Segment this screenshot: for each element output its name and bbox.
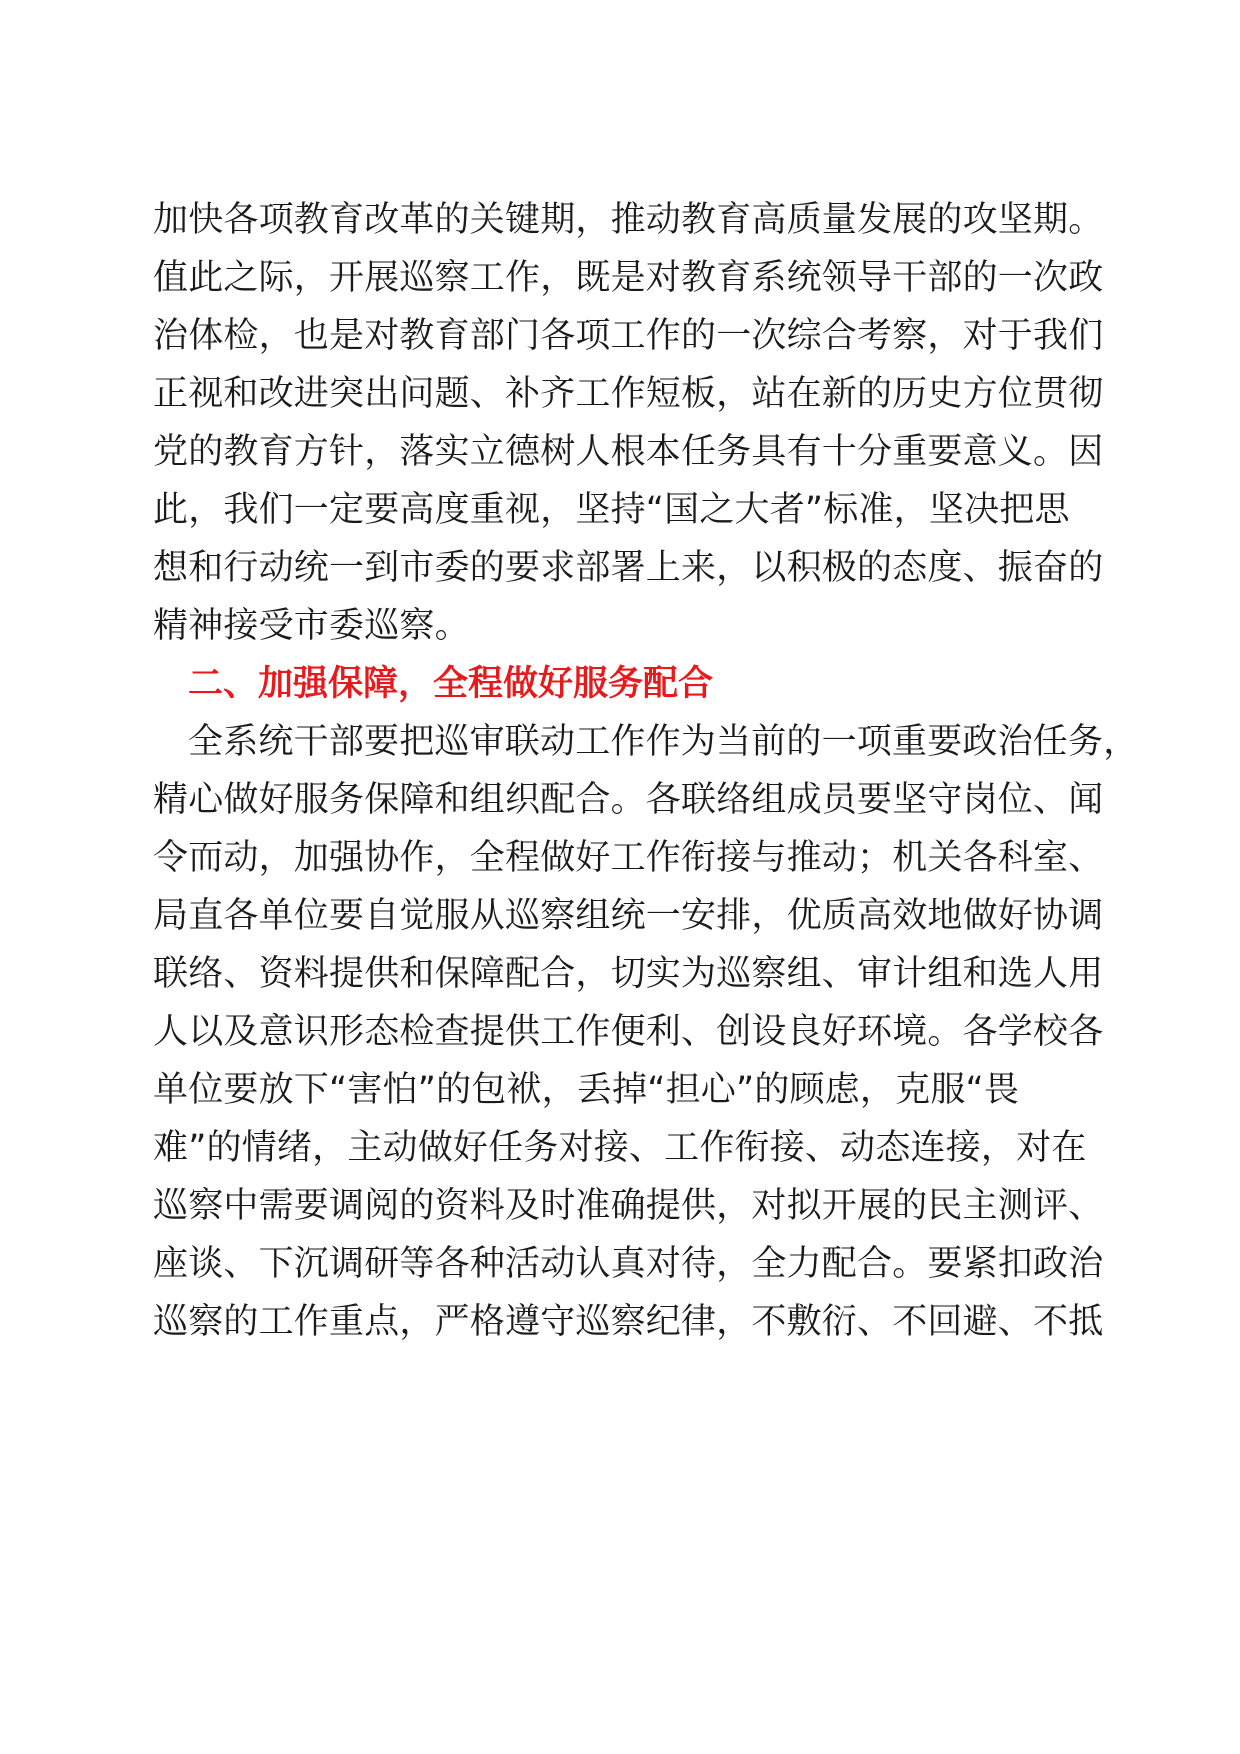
- paragraph-line: 联络、资料提供和保障配合，切实为巡察组、审计组和选人用: [153, 954, 1104, 994]
- paragraph-line: 党的教育方针，落实立德树人根本任务具有十分重要意义。因: [153, 432, 1104, 472]
- paragraph-line: 人以及意识形态检查提供工作便利、创设良好环境。各学校各: [153, 1012, 1104, 1052]
- paragraph-line: 想和行动统一到市委的要求部署上来，以积极的态度、振奋的: [153, 548, 1104, 588]
- paragraph-line: 此，我们一定要高度重视，坚持“国之大者”标准，坚决把思: [153, 490, 1070, 530]
- paragraph-line: 巡察中需要调阅的资料及时准确提供，对拟开展的民主测评、: [153, 1186, 1104, 1226]
- paragraph-line: 值此之际，开展巡察工作，既是对教育系统领导干部的一次政: [153, 258, 1104, 298]
- paragraph-line: 全系统干部要把巡审联动工作作为当前的一项重要政治任务，: [188, 722, 1139, 762]
- paragraph-line: 座谈、下沉调研等各种活动认真对待，全力配合。要紧扣政治: [153, 1244, 1104, 1284]
- paragraph-line: 精神接受市委巡察。: [153, 606, 470, 646]
- paragraph-line: 巡察的工作重点，严格遵守巡察纪律，不敷衍、不回避、不抵: [153, 1302, 1104, 1342]
- paragraph-line: 正视和改进突出问题、补齐工作短板，站在新的历史方位贯彻: [153, 374, 1104, 414]
- paragraph-line: 精心做好服务保障和组织配合。各联络组成员要坚守岗位、闻: [153, 780, 1104, 820]
- paragraph-line: 加快各项教育改革的关键期，推动教育高质量发展的攻坚期。: [153, 200, 1104, 240]
- paragraph-line: 局直各单位要自觉服从巡察组统一安排，优质高效地做好协调: [153, 896, 1104, 936]
- paragraph-line: 单位要放下“害怕”的包袱，丢掉“担心”的顾虑，克服“畏: [153, 1070, 1020, 1110]
- paragraph-line: 难”的情绪，主动做好任务对接、工作衔接、动态连接，对在: [153, 1128, 1087, 1168]
- paragraph-line: 治体检，也是对教育部门各项工作的一次综合考察，对于我们: [153, 316, 1104, 356]
- section-heading: 二、加强保障，全程做好服务配合: [188, 664, 714, 704]
- paragraph-line: 令而动，加强协作，全程做好工作衔接与推动；机关各科室、: [153, 838, 1104, 878]
